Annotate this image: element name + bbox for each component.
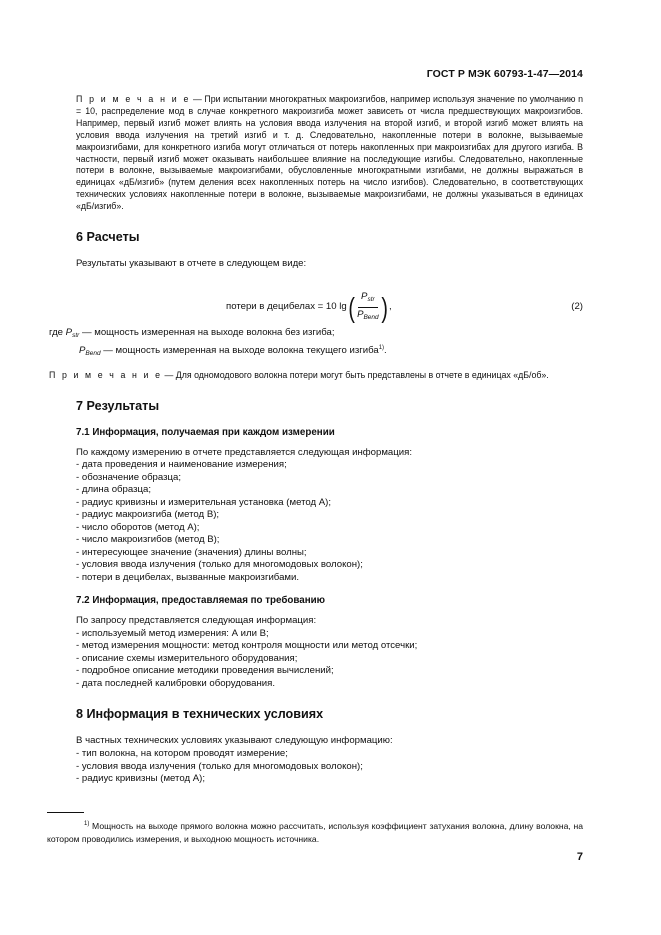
footnote-marker: 1): [84, 821, 90, 827]
note-2-label: П р и м е ч а н и е: [49, 369, 163, 380]
note-1-text: — При испытании многократных макроизгибов, например используя значение по умолчанию n = 10, распределение мод в случае конкретного макроизгиба может зависеть от числа предшествующих макроизгибов. Например, первый изгиб может влиять на условия ввода излучения на второй изгиб, и второй изгиб может влиять на условия ввода излучения на третий изгиб и т. д. Следовательно, накопленные потери в волокне, вызываемые макроизгибами, для конкретного изгиба могут отличаться от потерь накопленных при макроизгибах для другого изгиба. В частности, первый изгиб может оказывать наибольшее влияние на последующие изгибы. Следовательно, накопленные потери в волокне, вызываемые макроизгибами, обусловленные многократными изгибами, не должны выражаться в единицах «дБ/изгиб» (путем деления всех накопленных потерь на число изгибов). Следовательно, в соответствующих технических условиях накопленные потери в волокне, вызываемые макроизгибами, не должны указываться в единицах «дБ/изгиб».: [76, 94, 584, 212]
section-7-2-intro: По запросу представляется следующая информация:: [76, 615, 317, 627]
fraction-numerator: $P_{str}$: [358, 291, 378, 309]
section-8-title: 8 Информация в технических условиях: [76, 707, 324, 722]
list-item: - условия ввода излучения (только для многомодовых волокон);: [76, 760, 363, 772]
list-item: - дата последней калибровки оборудования.: [76, 677, 276, 689]
section-6-intro: Результаты указывают в отчете в следующем виде:: [76, 258, 307, 270]
list-item: - радиус кривизны и измерительная установка (метод А);: [76, 496, 332, 508]
note-2: [49, 370, 583, 382]
standard-header: ГОСТ Р МЭК 60793-1-47—2014: [426, 68, 583, 80]
list-item: - подробное описание методики проведения вычислений;: [76, 665, 334, 677]
list-item: - длина образца;: [76, 484, 152, 496]
list-item: - радиус макроизгиба (метод В);: [76, 509, 220, 521]
where-line-1: где $P_{str}$ — мощность измеренная на выходе волокна без изгиба;: [49, 326, 335, 339]
left-paren: (: [348, 291, 355, 323]
equation-number: (2): [571, 300, 583, 312]
list-item: - используемый метод измерения: А или В;: [76, 627, 269, 639]
list-item: - условия ввода излучения (только для многомодовых волокон);: [76, 559, 363, 571]
footnote-ref: 1): [378, 345, 385, 352]
fraction-denominator: $P_{Bend}$: [357, 309, 379, 322]
page-number: 7: [576, 851, 583, 863]
section-7-1-title: 7.1 Информация, получаемая при каждом измерении: [76, 426, 335, 438]
list-item: - радиус кривизны (метод А);: [76, 773, 205, 785]
section-8-intro: В частных технических условиях указывают следующую информацию:: [76, 735, 393, 747]
note-1-label: П р и м е ч а н и е: [76, 94, 191, 104]
footnote-text: Мощность на выходе прямого волокна можно рассчитать, используя коэффициент затухания волокна, длину волокна, на котором проводились измерения, и выходною мощность источника.: [47, 821, 583, 844]
section-7-2-list: [76, 628, 583, 691]
section-7-1-list: [76, 459, 583, 584]
page-content: [49, 94, 584, 786]
list-item: - тип волокна, на котором проводят измерение;: [76, 748, 288, 760]
formula-2: [76, 283, 583, 327]
formula-fraction: [357, 291, 379, 325]
list-item: - интересующее значение (значения) длины волны;: [76, 546, 307, 558]
right-paren: ): [381, 291, 388, 323]
list-item: - потери в децибелах, вызванные макроизгибами.: [76, 571, 300, 583]
footnote: [47, 818, 583, 845]
list-item: - описание схемы измерительного оборудования;: [76, 652, 298, 664]
list-item: - дата проведения и наименование измерения;: [76, 459, 287, 471]
list-item: - метод измерения мощности: метод контроля мощности или метод отсечки;: [76, 640, 418, 652]
list-item: - число оборотов (метод А);: [76, 521, 200, 533]
section-8-list: [76, 748, 583, 786]
note-1: [76, 94, 583, 213]
formula-tail: ,: [388, 301, 392, 313]
section-7-1-intro: По каждому измерению в отчете представляется следующая информация:: [76, 446, 412, 458]
note-2-text: — Для одномодового волокна потери могут быть представлены в отчете в единицах «дБ/об».: [162, 369, 549, 380]
formula-lhs: потери в децибелах = 10 lg: [226, 301, 347, 313]
where-line-2: $P_{Bend}$ — мощность измеренная на выходе волокна текущего изгиба$^{1)}$.: [79, 345, 387, 358]
formula-expression: [226, 291, 392, 325]
section-7-2-title: 7.2 Информация, предоставляемая по требованию: [76, 595, 326, 607]
section-6-title: 6 Расчеты: [76, 230, 140, 245]
footnote-separator: [47, 812, 84, 813]
list-item: - число макроизгибов (метод В);: [76, 534, 220, 546]
section-7-title: 7 Результаты: [76, 398, 160, 413]
list-item: - обозначение образца;: [76, 471, 182, 483]
